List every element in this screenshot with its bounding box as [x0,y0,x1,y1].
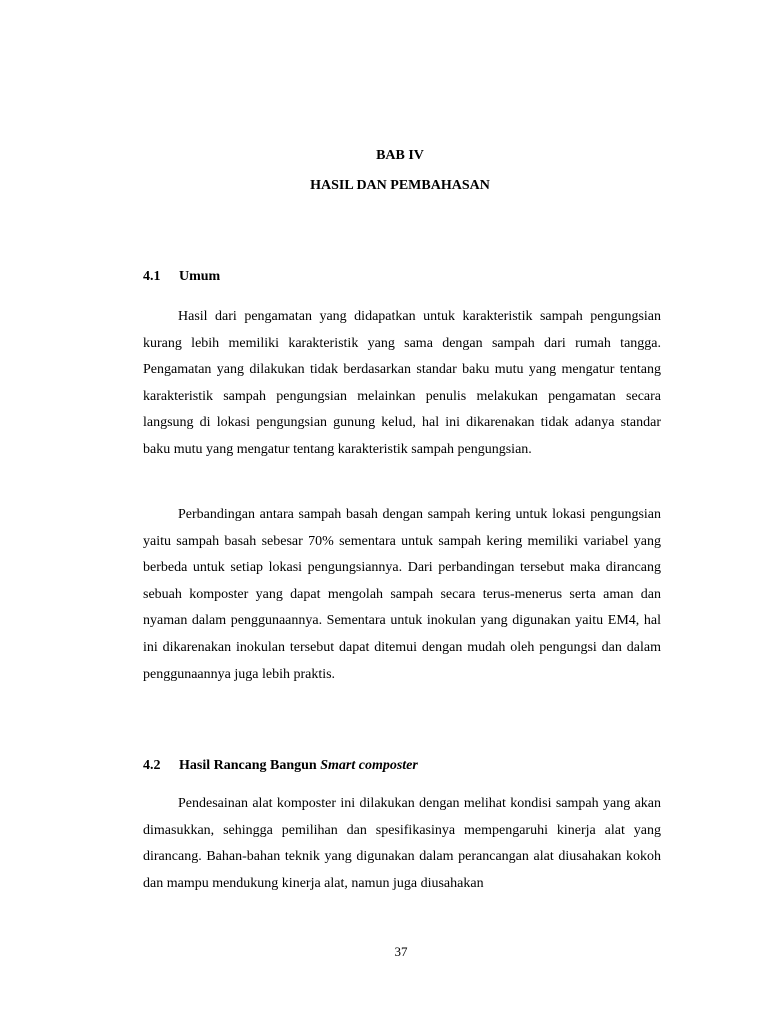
chapter-number: BAB IV [376,148,424,163]
section-number: 4.2 [143,758,161,773]
section-heading-4-2 [143,758,418,774]
paragraph-umum-2: Perbandingan antara sampah basah dengan sampah kering untuk lokasi pengungsian yaitu sampah basah sebesar 70% sementara untuk sampah kering memiliki variabel yang berbeda untuk setiap lokasi pengungsiannya. Dari perbandingan tersebut maka dirancang sebuah komposter yang dapat mengolah sampah secara terus-menerus serta aman dan nyaman dalam penggunaannya. Sementara untuk inokulan yang digunakan yaitu EM4, hal ini dikarenakan inokulan tersebut dapat ditemui dengan mudah oleh pengungsi dan dalam penggunaannya juga lebih praktis. [143,507,661,682]
section-title: Umum [179,269,221,284]
section-title-italic: Smart composter [320,758,418,773]
page-number: 37 [394,944,408,959]
paragraph-rancang-bangun-1: Pendesainan alat komposter ini dilakukan dengan melihat kondisi sampah yang akan dimasukkan, sehingga pemilihan dan spesifikasinya mempengaruhi kinerja alat yang dirancang. Bahan-bahan teknik yang digunakan dalam perancangan alat diusahakan kokoh dan mampu mendukung kinerja alat, namun juga diusahakan [143,796,661,891]
chapter-title: HASIL DAN PEMBAHASAN [310,178,490,193]
paragraph-umum-1: Hasil dari pengamatan yang didapatkan untuk karakteristik sampah pengungsian kurang lebih memiliki karakteristik yang sama dengan sampah dari rumah tangga. Pengamatan yang dilakukan tidak berdasarkan standar baku mutu yang mengatur tentang karakteristik sampah pengungsian melainkan penulis melakukan pengamatan secara langsung di lokasi pengungsian gunung kelud, hal ini dikarenakan tidak adanya standar baku mutu yang mengatur tentang karakteristik sampah pengungsian. [143,309,661,457]
section-number: 4.1 [143,269,161,284]
section-heading-4-1 [143,269,220,285]
section-title: Hasil Rancang Bangun [179,758,321,773]
